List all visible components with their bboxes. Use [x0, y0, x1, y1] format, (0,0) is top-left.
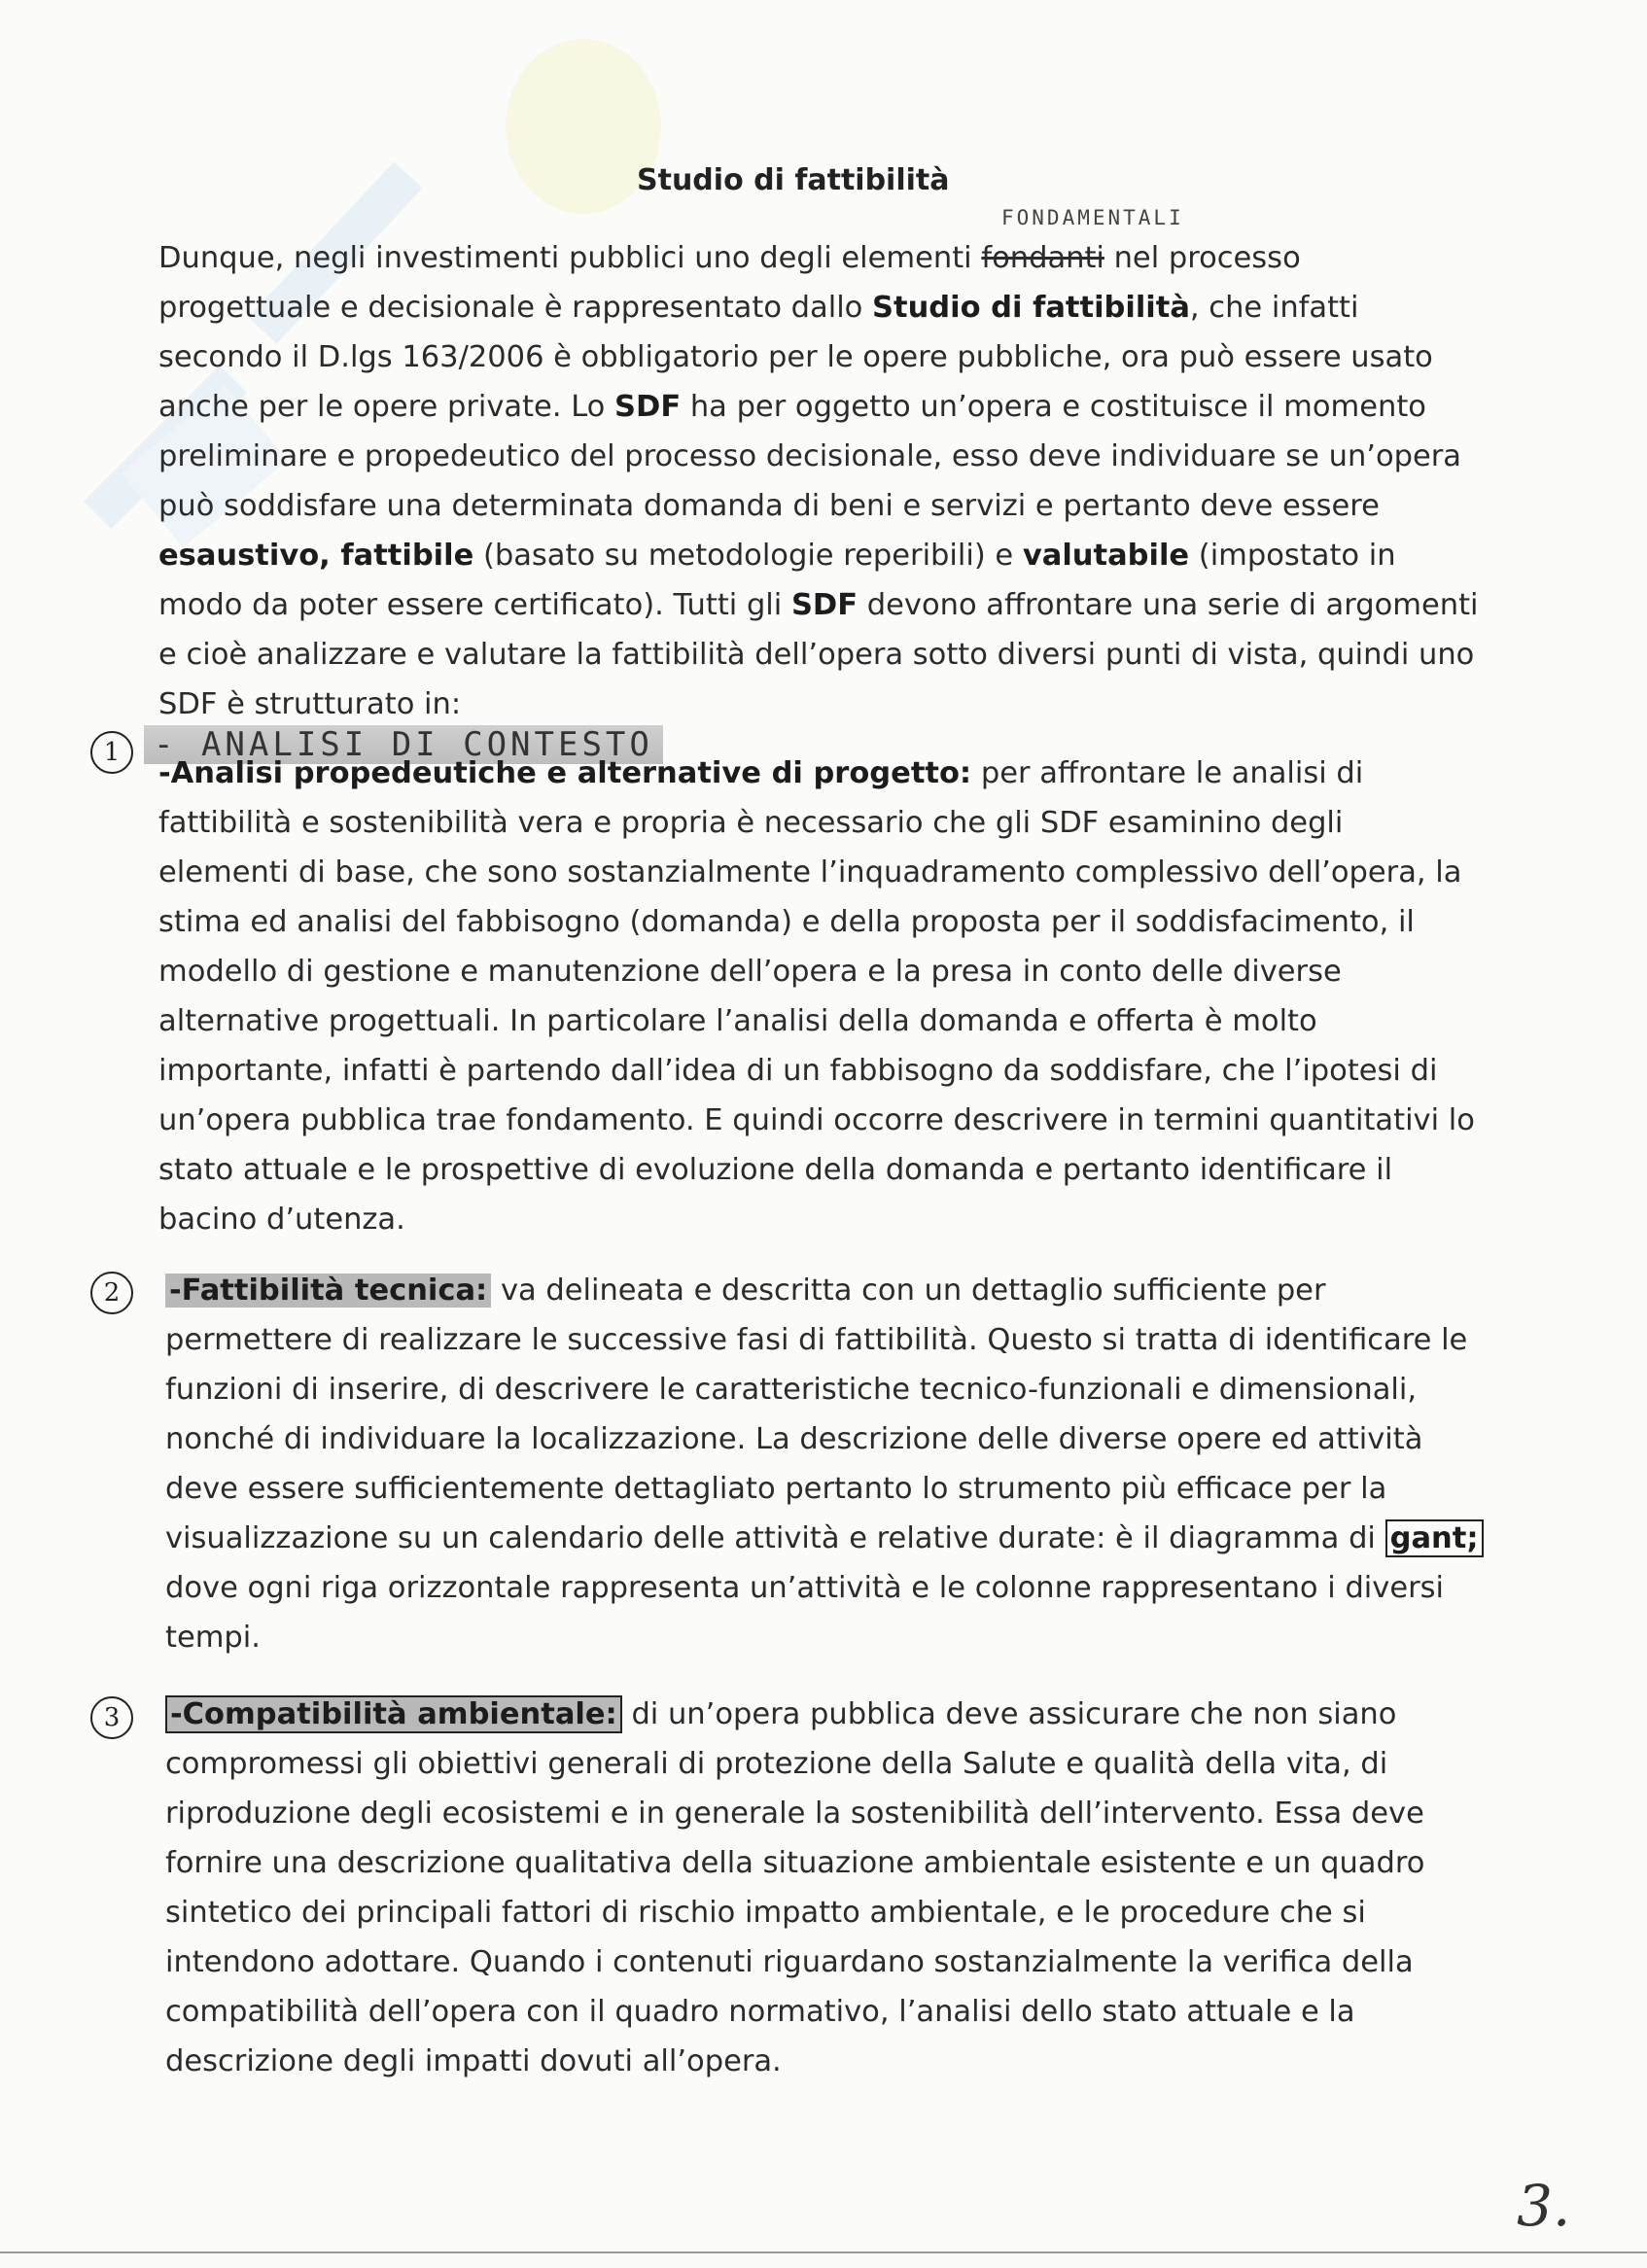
bold-term: Studio di fattibilità: [872, 291, 1190, 325]
text-run: ha per oggetto un’opera e costituisce il momento preliminare e propedeutico del processo decisionale, esso deve individuare se un’opera può soddisfare una determinata domanda di beni e servizi e pertanto deve essere: [158, 390, 1461, 523]
text-run: devono affrontare una serie di argomenti e cioè analizzare e valutare la fattibilità dell’opera sotto diversi punti di vista, quindi uno SDF è strutturato in:: [158, 588, 1479, 721]
section-1-text: per affrontare le analisi di fattibilità e sostenibilità vera e propria è necessario che gli SDF esaminino degli elementi di base, che sono sostanzialmente l’inquadramento complessivo dell’opera, la stima ed analisi del fabbisogno (domanda) e della proposta per il soddisfacimento, il modello di gestione e manutenzione dell’opera e la presa in conto delle diverse alternative progettuali. In particolare l’analisi della domanda e offerta è molto importante, infatti è partendo dall’idea di un fabbisogno da soddisfare, che l’ipotesi di un’opera pubblica trae fondamento. E quindi occorre descrivere in termini quantitativi lo stato attuale e le prospettive di evoluzione della domanda e pertanto identificare il bacino d’utenza.: [158, 756, 1475, 1237]
text-run: Dunque, negli investimenti pubblici uno degli elementi: [158, 241, 982, 275]
section-2-text: va delineata e descritta con un dettaglio sufficiente per permettere di realizzare le successive fasi di fattibilità. Questo si tratta di identificare le funzioni di inserire, di descrivere le caratteristiche tecnico-funzionali e dimensionali, nonché di individuare la localizzazione. La descrizione delle diverse opere ed attività deve essere sufficientemente dettagliato pertanto lo strumento più efficace per la visualizzazione su un calendario delle attività e relative durate: è il diagramma di: [165, 1274, 1468, 1555]
section-3-number: 3: [90, 1696, 133, 1739]
section-2-paragraph: [165, 1266, 1488, 1662]
text-run: , che infatti secondo il D.lgs 163/2006 è obbligatorio per le opere pubbliche, ora può essere usato anche per le opere private. Lo: [158, 291, 1433, 424]
text-run: (impostato in modo da poter essere certificato). Tutti gli: [158, 539, 1396, 622]
text-run: nel processo progettuale e decisionale è rappresentato dallo: [158, 241, 1301, 325]
bold-term: SDF: [614, 390, 682, 424]
section-2-number: 2: [90, 1272, 133, 1314]
section-1-number: 1: [90, 731, 133, 774]
text-run: (basato su metodologie reperibili) e: [473, 539, 1023, 573]
section-2-label: -Fattibilità tecnica:: [165, 1274, 491, 1308]
struck-word: fondanti: [981, 241, 1104, 275]
section-3-paragraph: [165, 1690, 1488, 2086]
page-number: 3.: [1517, 2173, 1571, 2239]
document-title: Studio di fattibilità: [637, 163, 950, 197]
boxed-word: gant;: [1385, 1519, 1484, 1557]
section-3-label: -Compatibilità ambientale:: [165, 1695, 622, 1733]
margin-note: FONDAMENTALI: [1001, 206, 1184, 229]
bold-term: esaustivo, fattibile: [158, 539, 474, 573]
intro-paragraph: [158, 233, 1481, 729]
handwritten-heading: - ANALISI DI CONTESTO: [144, 725, 663, 764]
bold-term: SDF: [790, 588, 859, 622]
scan-edge-line: [0, 2251, 1647, 2253]
section-1-paragraph: [158, 749, 1481, 1244]
section-2-text-end: dove ogni riga orizzontale rappresenta un’attività e le colonne rappresentano i diversi tempi.: [165, 1571, 1444, 1655]
bold-term: valutabile: [1022, 539, 1190, 573]
section-3-text: di un’opera pubblica deve assicurare che non siano compromessi gli obiettivi generali di protezione della Salute e qualità della vita, di riproduzione degli ecosistemi e in generale la sostenibilità dell’intervento. Essa deve fornire una descrizione qualitativa della situazione ambientale esistente e un quadro sintetico dei principali fattori di rischio impatto ambientale, e le procedure che si intendono adottare. Quando i contenuti riguardano sostanzialmente la verifica della compatibilità dell’opera con il quadro normativo, l’analisi dello stato attuale e la descrizione degli impatti dovuti all’opera.: [165, 1697, 1425, 2078]
section-1-label: -Analisi propedeutiche e alternative di progetto:: [158, 756, 972, 790]
